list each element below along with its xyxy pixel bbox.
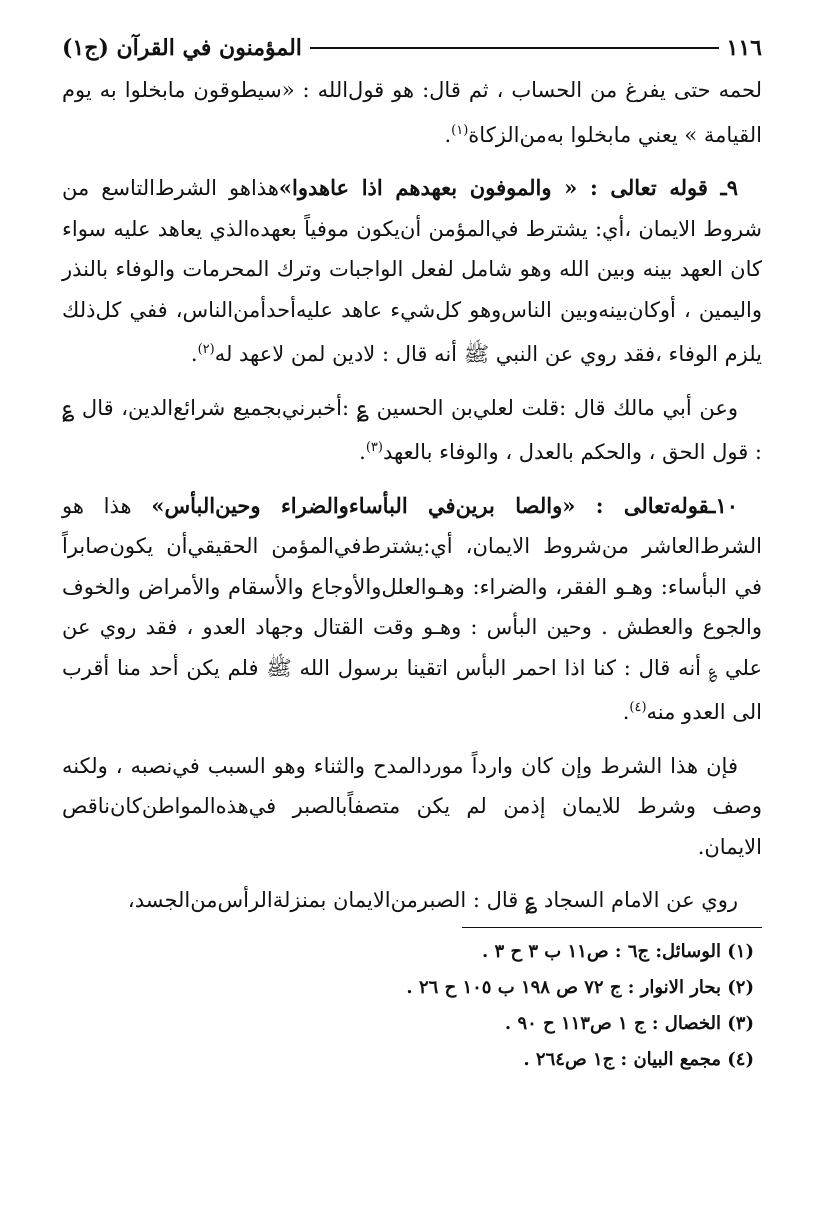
body-text	[62, 70, 762, 921]
paragraph-2: ٩ـ قوله تعالى : « والموفون بعهدهم اذا عاهدوا»هذاهو الشرط‌التاسع من شروط الايمان ،أي: يشترط في‌المؤمن أن‌يكون موفياً بعهده‌الذي يعاهد عليه سواء كان العهد بينه وبين الله وهو شامل لفعل الواجبات وترك المحرمات والوفاء بالنذر واليمين ، أوكان‌بينه‌وبين الناس‌وهو كل‌شيء عاهد عليه‌أحدأمن‌الناس، ففي كل‌ذلك يلزم الوفاء ،فقد روي عن النبي ﷺ أنه قال : لادين لمن لاعهد له$^{(٢)}$.	[62, 175, 762, 366]
paragraph-4: ١٠ـقوله‌تعالى : «والصا برين‌في البأساء‌والضراء وحين‌البأس» هذا هو الشرط‌العاشر من‌شروط الايمان، أي:يشترط‌في‌المؤمن الحقيقي‌أن يكون‌صابراً في البأساء: وهـو الفقر، والضراء: وهـوالعلل‌والأوجاع والأسقام والأمراض والخوف والجوع والعطش . وحين البأس : وهـو وقت القتال وجهاد العدو ، فقد روي عن علي ؏ أنه قال : كنا اذا احمر البأس اتقينا برسول الله ﷺ فلم يكن أحد منا أقرب الى العدو منه$^{(٤)}$.	[62, 492, 762, 724]
paragraph-text: لحمه حتى يفرغ من الحساب ، ثم قال: هو قول‌الله : «سيطوقون مابخلوا به يوم القيامة » يعني مابخلوا به‌من‌الزكاة	[62, 78, 762, 147]
page-header	[62, 30, 762, 66]
footnote-ref: (١)	[451, 122, 469, 138]
footnote-ref: (٢)	[197, 342, 215, 357]
paragraph-6	[62, 880, 762, 921]
footnote-1: (١) الوسائل: ج٦ : ص١١ ب ٣ ح ٣ .	[481, 940, 754, 962]
paragraph-text: روي عن الامام السجاد ؏ قال : الصبرمن‌الايمان بمنزلة‌الرأس‌من‌الجسد،	[127, 888, 738, 912]
footnote-2: (٢) بحار الانوار : ج ٧٢ ص ١٩٨ ب ١٠٥ ح ٢٦ .	[406, 976, 754, 998]
paragraph-text: هذاهو الشرط‌التاسع من شروط الايمان ،أي: يشترط في‌المؤمن أن‌يكون موفياً بعهده‌الذي يعاهد عليه سواء كان العهد بينه وبين الله وهو شامل لفعل الواجبات وترك المحرمات والوفاء بالنذر واليمين ، أوكان‌بينه‌وبين الناس‌وهو كل‌شيء عاهد عليه‌أحدأمن‌الناس، ففي كل‌ذلك يلزم الوفاء ،فقد روي عن النبي ﷺ أنه قال : لادين لمن لاعهد له	[62, 176, 762, 366]
paragraph-text: وعن أبي مالك قال :قلت لعلي‌بن الحسين ؏ :أخبرني‌بجميع شرائع‌الدين، قال ؏ : قول الحق ، والحكم بالعدل ، والوفاء بالعهد	[62, 395, 762, 464]
paragraph-5	[62, 746, 762, 868]
paragraph-3: وعن أبي مالك قال :قلت لعلي‌بن الحسين ؏ :أخبرني‌بجميع شرائع‌الدين، قال ؏ : قول الحق ، والحكم بالعدل ، والوفاء بالعهد$^{(٣)}$.	[62, 395, 762, 464]
page-number: ١١٦	[726, 35, 762, 61]
paragraph-text: فإن هذا الشرط وإن كان وارداً موردالمدح والثناء وهو السبب في‌نصبه ، ولكنه وصف وشرط للايمان إذمن لم يكن متصفاًبالصبر في‌هذه‌المواطن‌كان‌ناقص الايمان.	[62, 753, 762, 859]
footnote-divider	[462, 927, 762, 928]
footnote-3: (٣) الخصال : ج ١ ص١١٣ ح ٩٠ .	[504, 1012, 754, 1034]
verse-quote: ١٠ـقوله‌تعالى : «والصا برين‌في البأساء‌والضراء وحين‌البأس»	[151, 492, 738, 518]
footnote-4: (٤) مجمع البيان : ج١ ص٢٦٤ .	[523, 1048, 754, 1070]
running-title: المؤمنون في القرآن (ج١)	[62, 35, 302, 61]
paragraph-text: هذا هو الشرط‌العاشر من‌شروط الايمان، أي:يشترط‌في‌المؤمن الحقيقي‌أن يكون‌صابراً في البأساء: وهـو الفقر، والضراء: وهـوالعلل‌والأوجاع والأسقام والأمراض والخوف والجوع والعطش . وحين البأس : وهـو وقت القتال وجهاد العدو ، فقد روي عن علي ؏ أنه قال : كنا اذا احمر البأس اتقينا برسول الله ﷺ فلم يكن أحد منا أقرب الى العدو منه	[62, 493, 762, 724]
header-rule	[310, 47, 719, 49]
footnotes	[62, 934, 754, 1078]
footnote-ref: (٣)	[365, 440, 383, 455]
verse-quote: ٩ـ قوله تعالى : « والموفون بعهدهم اذا عاهدوا»	[278, 175, 738, 200]
footnote-ref: (٤)	[629, 700, 647, 715]
book-page	[62, 30, 762, 1205]
paragraph-1: لحمه حتى يفرغ من الحساب ، ثم قال: هو قول‌الله : «سيطوقون مابخلوا به يوم القيامة » يعني مابخلوا به‌من‌الزكاة$^{(١)}$.	[62, 78, 762, 147]
